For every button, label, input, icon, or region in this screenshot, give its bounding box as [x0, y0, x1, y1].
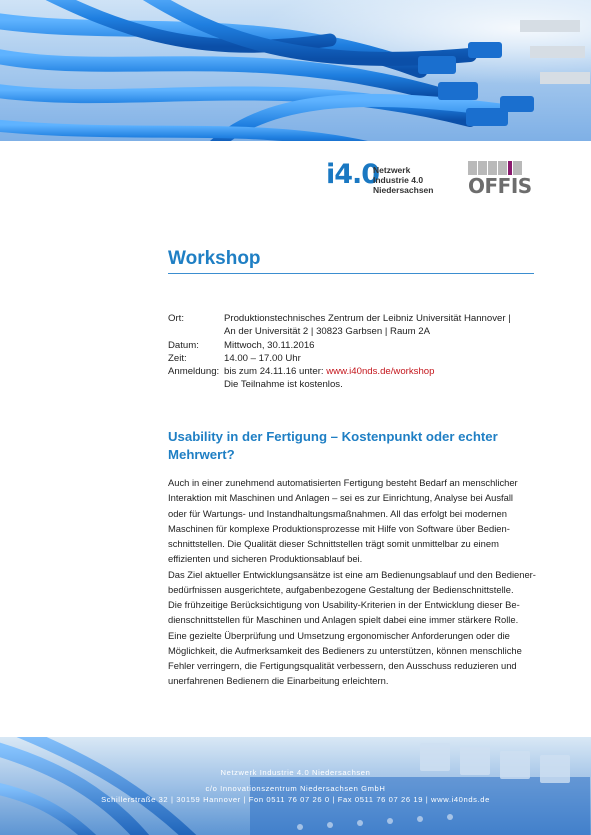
body-text — [168, 475, 538, 689]
info-row-location — [168, 312, 548, 325]
body-line: Fehler verringern, die Fertigungsqualität verbessern, den Ausschuss reduzieren und — [168, 660, 517, 671]
footer-photo — [0, 737, 591, 835]
info-label: Datum: — [168, 339, 199, 351]
i40-logo-line: Industrie 4.0 — [373, 175, 424, 185]
section-title: Workshop — [168, 248, 261, 269]
footer-organisation: Netzwerk Industrie 4.0 Niedersachsen — [220, 768, 371, 777]
info-label — [168, 325, 224, 338]
info-value: An der Universität 2 | 30823 Garbsen | Raum 2A — [224, 326, 431, 338]
registration-deadline: bis zum 24.11.16 unter: — [224, 366, 327, 378]
info-label — [168, 378, 224, 391]
info-value: Mittwoch, 30.11.2016 — [224, 339, 315, 351]
body-line: dienschnittstellen für Maschinen und Anlagen spielt dabei eine immer stärkere Rolle. — [168, 614, 519, 626]
info-row-date — [168, 339, 548, 352]
info-value: Produktionstechnisches Zentrum der Leibniz Universität Hannover | — [224, 313, 511, 324]
header-cable-photo — [0, 0, 591, 141]
info-row-registration — [168, 365, 548, 378]
body-line: effizienten und sicheren Produktionsablauf bei. — [168, 553, 363, 565]
offis-logo — [468, 161, 530, 197]
footer-contact: Schillerstraße 32 | 30159 Hannover | Fon 0511 76 07 26 0 | Fax 0511 76 07 26 19 | www.i40nds.de — [101, 795, 490, 804]
info-row-fee — [168, 378, 548, 391]
event-info — [168, 312, 548, 392]
info-value: 14.00 – 17.00 Uhr — [224, 352, 301, 364]
body-line: oder für Wartungs- und Instandhaltungsmaßnahmen. All das erfolgt bei modernen — [168, 507, 507, 519]
registration-link[interactable]: www.i40nds.de/workshop — [326, 366, 435, 378]
body-line: Eine gezielte Überprüfung und Umsetzung ergonomischer Anforderungen oder die — [168, 629, 510, 641]
body-line: Die frühzeitige Berücksichtigung von Usability-Kriterien in der Entwicklung dieser Be- — [168, 599, 520, 610]
body-line: Auch in einer zunehmend automatisierten Fertigung besteht Bedarf an menschlicher — [168, 477, 518, 488]
i40-logo-line: Niedersachsen — [373, 185, 434, 195]
info-value — [224, 365, 548, 378]
info-row-address — [168, 325, 548, 338]
i40-logo-line: Netzwerk — [373, 165, 411, 175]
offis-logo-bars — [468, 161, 530, 175]
body-line: Das Ziel aktueller Entwicklungsansätze ist eine am Bedienungsablauf und den Bediener- — [168, 568, 536, 580]
offis-logo-text: OFFIS — [468, 174, 532, 198]
info-row-time — [168, 352, 548, 365]
i40-logo — [326, 160, 436, 196]
info-label: Zeit: — [168, 352, 187, 364]
body-line: schnittstellen. Die Qualität dieser Schnittstellen trägt somit unmittelbar zu einem — [168, 538, 499, 549]
title-divider — [168, 273, 534, 274]
body-line: Möglichkeit, die Aufmerksamkeit des Bedieners zu unterstützen, können menschliche — [168, 644, 522, 656]
info-value: Die Teilnahme ist kostenlos. — [224, 379, 343, 391]
body-line: unerfahrenen Bedienern die Einarbeitung erleichtern. — [168, 675, 389, 687]
workshop-headline: Usability in der Fertigung – Kostenpunkt oder echter Mehrwert? — [168, 429, 498, 462]
body-line: bedürfnissen ausgerichtete, aufgabenbezogene Gestaltung der Bedienschnittstelle. — [168, 583, 514, 595]
footer-co-address: c/o Innovationszentrum Niedersachsen GmbH — [205, 784, 386, 793]
network-cable-illustration — [0, 0, 591, 141]
i40-logo-text — [373, 165, 433, 195]
info-label: Ort: — [168, 313, 184, 324]
body-line: Maschinen für komplexe Produktionsprozesse mit Hilfe von Software über Bedien- — [168, 522, 510, 534]
body-line: Interaktion mit Maschinen und Anlagen – sei es zur Einrichtung, Analyse bei Ausfall — [168, 492, 513, 504]
info-label: Anmeldung: — [168, 366, 220, 378]
i40-logo-mark: i4.0 — [326, 159, 380, 190]
